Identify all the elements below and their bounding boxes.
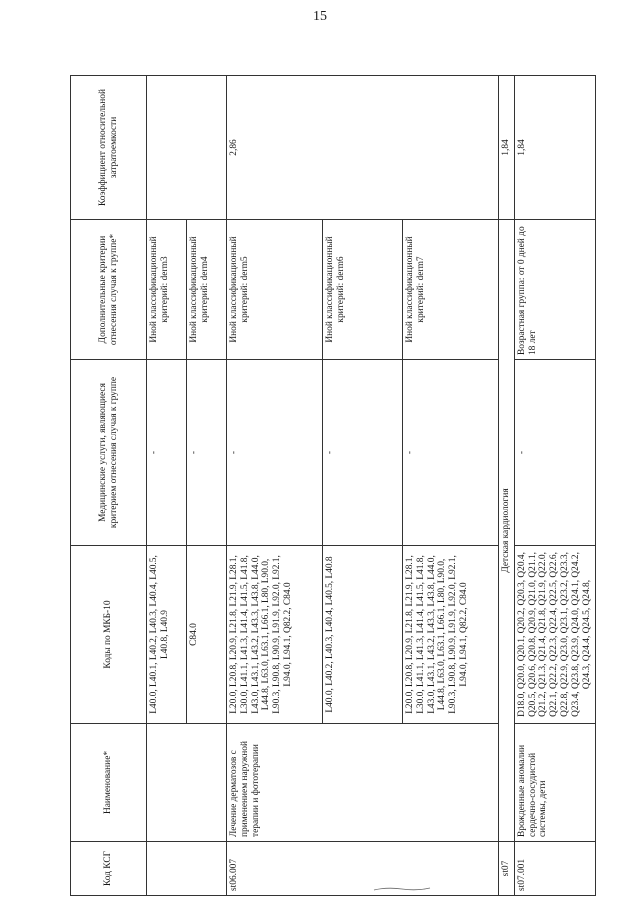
extra-cell: Иной классификационный критерий: derm3 xyxy=(147,220,187,360)
coef-cell: 2,86 xyxy=(227,76,499,220)
services-cell: - xyxy=(323,360,403,546)
header-code: Код КСГ xyxy=(71,842,147,896)
services-cell: - xyxy=(514,360,595,546)
name-cell-empty xyxy=(147,724,227,842)
ksg-table xyxy=(70,75,596,896)
header-extra: Дополнительные критерии отнесения случая к группе* xyxy=(71,220,147,360)
page-number: 15 xyxy=(313,9,327,24)
table-container xyxy=(70,76,592,896)
code-cell: st07.001 xyxy=(514,842,595,896)
mkb-cell: L40.0, L40.2, L40.3, L40.4, L40.5, L40.8 xyxy=(323,546,403,724)
extra-cell: Возрастная группа: от 0 дней до 18 лет xyxy=(514,220,595,360)
services-cell: - xyxy=(147,360,187,546)
rotated-table-area xyxy=(70,76,592,896)
name-cell: Врожденные аномалии сердечно-сосудистой системы, дети xyxy=(514,724,595,842)
section-row xyxy=(499,76,515,896)
header-coef: Коэффициент относительной затратоемкости xyxy=(71,76,147,220)
extra-cell: Иной классификационный критерий: derm4 xyxy=(187,220,227,360)
coef-cell: 1,84 xyxy=(514,76,595,220)
section-title-cell: Детская кардиология xyxy=(499,220,515,842)
table-row xyxy=(514,76,595,896)
extra-cell: Иной классификационный критерий: derm6 xyxy=(323,220,403,360)
scan-artifact xyxy=(372,886,432,892)
coef-cell-empty xyxy=(147,76,227,220)
table-row xyxy=(227,76,323,896)
section-coef-cell: 1,84 xyxy=(499,76,515,220)
name-cell: Лечение дерматозов с применением наружной терапии и фототерапии xyxy=(227,724,499,842)
table-header-row xyxy=(71,76,147,896)
code-cell-empty xyxy=(147,842,227,896)
services-cell: - xyxy=(403,360,499,546)
mkb-cell: C84.0 xyxy=(187,546,227,724)
services-cell: - xyxy=(227,360,323,546)
mkb-cell: L20.0, L20.8, L20.9, L21.8, L21.9, L28.1, L30.0, L41.1, L41.3, L41.4, L41.5, L41.8, L43.0, L43.1, L43.2, L43.3, L43.8, L44.0, L44.8, L63.0, L63.1, L66.1, L80, L90.0, L90.3, L90.8, L90.9, L91.9, L92.0, L92.1, L94.0, L94.1, Q82.2, C84.0 xyxy=(227,546,323,724)
extra-cell: Иной классификационный критерий: derm5 xyxy=(227,220,323,360)
mkb-cell: D18.0, Q20.0, Q20.1, Q20.2, Q20.3, Q20.4, Q20.5, Q20.6, Q20.8, Q20.9, Q21.0, Q21.1, Q21.2, Q21.3, Q21.4, Q21.8, Q21.9, Q22.0, Q22.1, Q22.2, Q22.3, Q22.4, Q22.5, Q22.6, Q22.8, Q22.9, Q23.0, Q23.1, Q23.2, Q23.3, Q23.4, Q23.8, Q23.9, Q24.0, Q24.1, Q24.2, Q24.3, Q24.4, Q24.5, Q24.8, xyxy=(514,546,595,724)
mkb-cell: L40.0, L40.1, L40.2, L40.3, L40.4, L40.5, L40.8, L40.9 xyxy=(147,546,187,724)
services-cell: - xyxy=(187,360,227,546)
header-name: Наименование* xyxy=(71,724,147,842)
header-mkb: Коды по МКБ-10 xyxy=(71,546,147,724)
extra-cell: Иной классификационный критерий: derm7 xyxy=(403,220,499,360)
code-cell: st06.007 xyxy=(227,842,499,896)
header-services: Медицинские услуги, являющиеся критерием отнесения случая к группе xyxy=(71,360,147,546)
table-row xyxy=(147,76,187,896)
mkb-cell: L20.0, L20.8, L20.9, L21.8, L21.9, L28.1, L30.0, L41.1, L41.3, L41.4, L41.5, L41.8, L43.0, L43.1, L43.2, L43.3, L43.8, L44.0, L44.8, L63.0, L63.1, L66.1, L80, L90.0, L90.3, L90.8, L90.9, L91.9, L92.0, L92.1, L94.0, L94.1, Q82.2, C84.0 xyxy=(403,546,499,724)
section-code-cell: st07 xyxy=(499,842,515,896)
